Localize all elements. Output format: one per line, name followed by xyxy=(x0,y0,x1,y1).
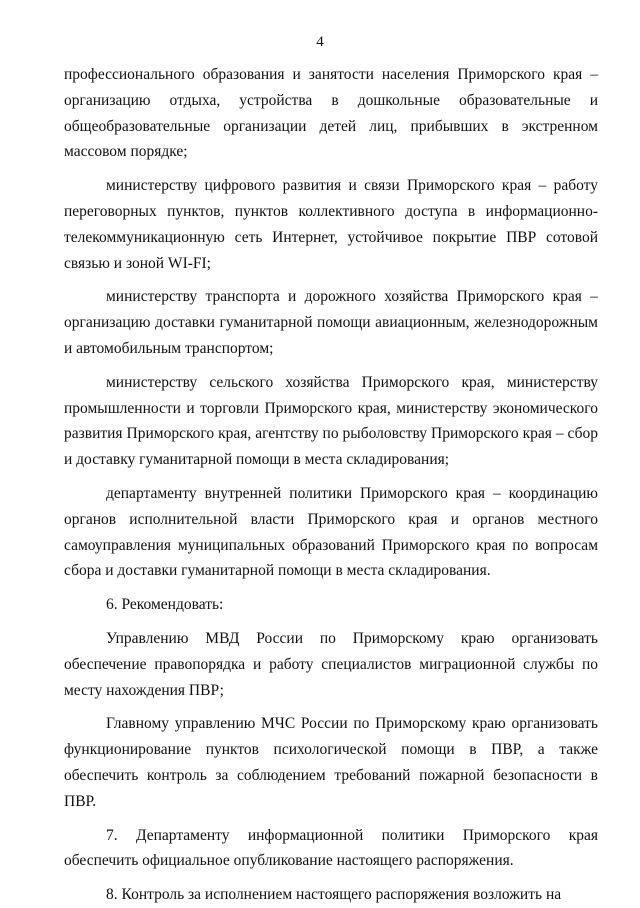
page-number: 4 xyxy=(316,34,324,50)
paragraph-item-8: 8. Контроль за исполнением настоящего распоряжения возложить на xyxy=(106,886,562,904)
paragraph-agriculture-ministry: министерству сельского хозяйства Приморского края, министерству промышленности и торговли Приморского края, министерству экономического развития Приморского края, агентству по рыболовству Приморского края – сбор и доставку гуманитарной помощи в места складирования; xyxy=(64,373,598,469)
paragraph-item-6: 6. Рекомендовать: xyxy=(106,596,224,614)
paragraph-mvd: Управлению МВД России по Приморскому краю организовать обеспечение правопорядка и работу специалистов миграционной службы по месту нахождения ПВР; xyxy=(64,629,598,699)
paragraph-mchs: Главному управлению МЧС России по Приморскому краю организовать функционирование пунктов психологической помощи в ПВР, а также обеспечить контроль за соблюдением требований пожарной безопасности в ПВР. xyxy=(64,715,598,810)
paragraph-digital-ministry: министерству цифрового развития и связи Приморского края – работу переговорных пунктов, пунктов коллективного доступа в информационно-телекоммуникационную сеть Интернет, устойчивое покрытие ПВР сотовой связью и зоной WI-FI; xyxy=(64,177,598,272)
paragraph-item-7: 7. Департаменту информационной политики Приморского края обеспечить официальное опубликование настоящего распоряжения. xyxy=(64,826,598,870)
paragraph-continuation: профессионального образования и занятости населения Приморского края – организацию отдыха, устройства в дошкольные образовательные и общеобразовательные организации детей лиц, прибывших в экстренном массовом порядке; xyxy=(64,66,598,161)
document-body xyxy=(64,62,598,908)
paragraph-transport-ministry: министерству транспорта и дорожного хозяйства Приморского края – организацию доставки гуманитарной помощи авиационным, железнодорожным и автомобильным транспортом; xyxy=(64,288,598,357)
paragraph-internal-policy-dept: департаменту внутренней политики Приморского края – координацию органов исполнительной власти Приморского края и органов местного самоуправления муниципальных образований Приморского края по вопросам сбора и доставки гуманитарной помощи в места складирования. xyxy=(64,484,598,580)
